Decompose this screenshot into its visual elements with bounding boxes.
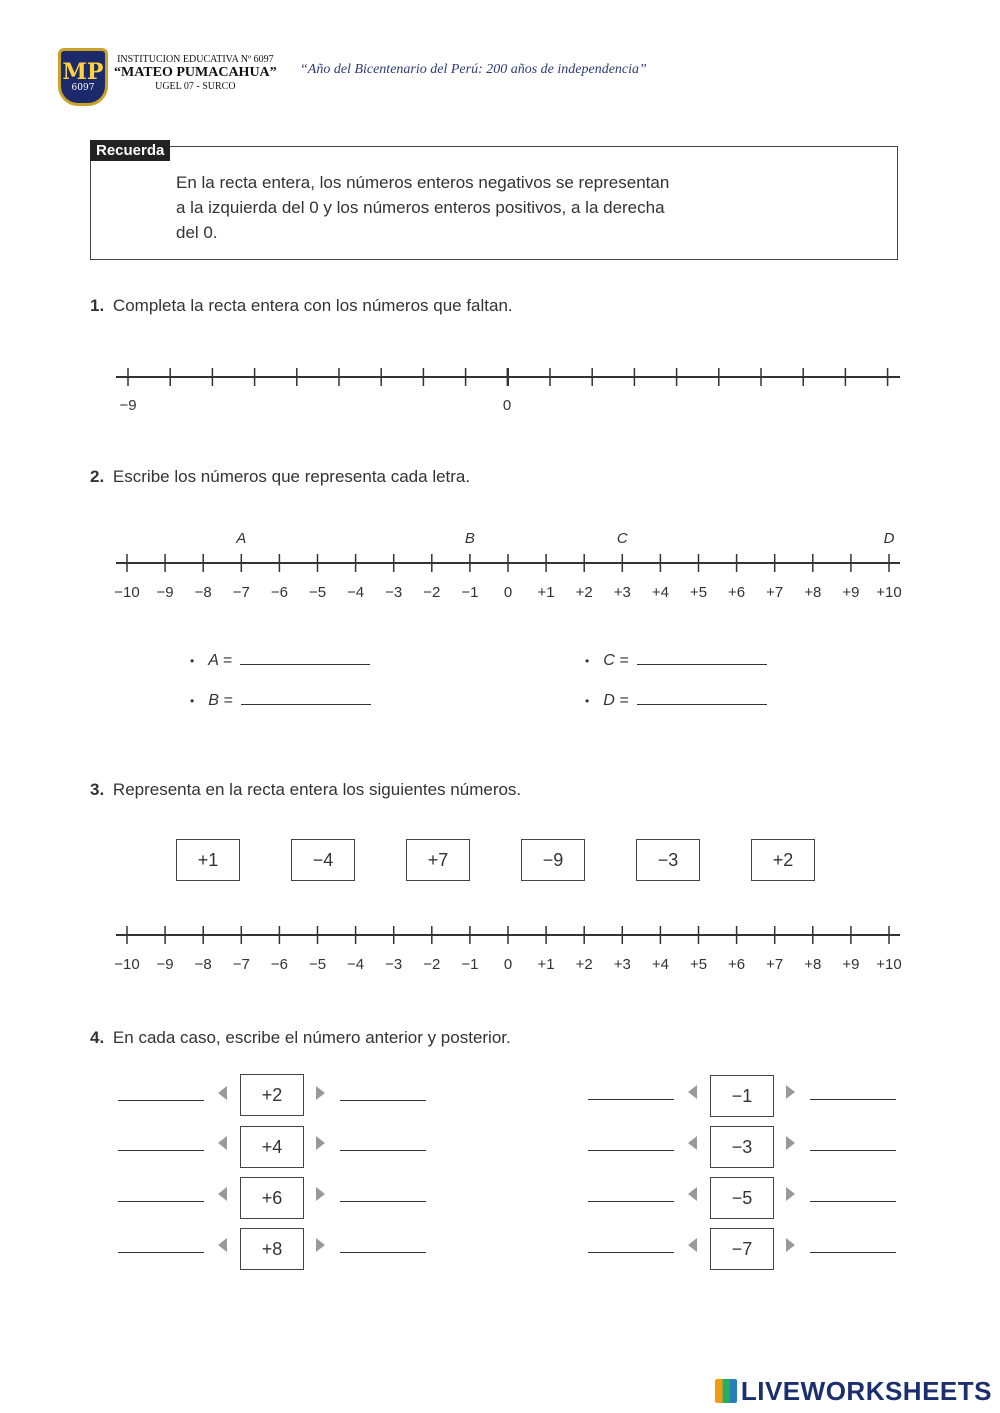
- answer-d-label: D =: [603, 692, 629, 709]
- tick-label: +6: [728, 956, 746, 973]
- next-input[interactable]: [340, 1150, 426, 1151]
- arrow-right-icon: [316, 1187, 325, 1201]
- arrow-right-icon: [786, 1238, 795, 1252]
- tick-label: −3: [385, 956, 403, 973]
- answer-a: [190, 650, 370, 670]
- answer-c-input[interactable]: [637, 650, 767, 665]
- value-box[interactable]: +2: [751, 839, 815, 881]
- tick-label: −6: [270, 956, 288, 973]
- answer-d: [585, 690, 767, 710]
- center-value: −5: [710, 1177, 774, 1219]
- tick-label: −9: [156, 956, 174, 973]
- center-value: +8: [240, 1228, 304, 1270]
- recuerda-label: Recuerda: [90, 140, 170, 161]
- tick-label: −7: [232, 584, 250, 601]
- next-input[interactable]: [810, 1150, 896, 1151]
- previous-input[interactable]: [588, 1099, 674, 1100]
- question-3-text: Representa en la recta entera los siguientes números.: [112, 780, 522, 799]
- previous-input[interactable]: [588, 1201, 674, 1202]
- letter-d-label: D: [883, 530, 895, 547]
- school-logo: [58, 48, 108, 106]
- question-3: [90, 780, 521, 800]
- center-value: −1: [710, 1075, 774, 1117]
- answer-d-input[interactable]: [637, 690, 767, 705]
- sequence-row: [0, 1126, 500, 1168]
- next-input[interactable]: [810, 1099, 896, 1100]
- arrow-right-icon: [786, 1085, 795, 1099]
- tick-label: −3: [385, 584, 403, 601]
- answer-b-label: B =: [208, 692, 233, 709]
- recuerda-line-1: En la recta entera, los números enteros negativos se representan: [176, 173, 670, 192]
- next-input[interactable]: [340, 1252, 426, 1253]
- next-input[interactable]: [340, 1201, 426, 1202]
- arrow-left-icon: [688, 1187, 697, 1201]
- previous-input[interactable]: [118, 1201, 204, 1202]
- value-box[interactable]: −9: [521, 839, 585, 881]
- question-4-number: 4.: [90, 1028, 105, 1047]
- tick-label: −10: [114, 956, 140, 973]
- arrow-right-icon: [316, 1086, 325, 1100]
- tick-label: +1: [537, 584, 555, 601]
- answer-b-input[interactable]: [241, 690, 371, 705]
- tick-label: −6: [270, 584, 288, 601]
- recuerda-line-2: a la izquierda del 0 y los números enteros positivos, a la derecha: [176, 198, 665, 217]
- tick-label: +8: [804, 584, 822, 601]
- arrow-left-icon: [688, 1238, 697, 1252]
- question-4: [90, 1028, 511, 1048]
- next-input[interactable]: [810, 1252, 896, 1253]
- tick-label: 0: [503, 956, 513, 973]
- tick-label: −8: [194, 584, 212, 601]
- sequence-row: [500, 1075, 1000, 1117]
- tick-label: +7: [766, 956, 784, 973]
- school-name-block: [114, 54, 277, 92]
- question-3-number: 3.: [90, 780, 105, 799]
- previous-input[interactable]: [118, 1150, 204, 1151]
- sequence-row: [500, 1126, 1000, 1168]
- answer-a-input[interactable]: [240, 650, 370, 665]
- answer-c-label: C =: [603, 652, 629, 669]
- tick-label: −4: [347, 584, 365, 601]
- sequence-row: [0, 1074, 500, 1116]
- tick-label: +10: [876, 584, 902, 601]
- arrow-right-icon: [786, 1187, 795, 1201]
- recuerda-line-3: del 0.: [176, 223, 218, 242]
- arrow-right-icon: [316, 1238, 325, 1252]
- tick-label: −1: [461, 956, 479, 973]
- question-1-text: Completa la recta entera con los números que faltan.: [112, 296, 513, 315]
- previous-input[interactable]: [588, 1252, 674, 1253]
- sequence-row: [500, 1177, 1000, 1219]
- tick-label: −5: [308, 584, 327, 601]
- question-2-text: Escribe los números que representa cada letra.: [112, 467, 471, 486]
- center-value: +2: [240, 1074, 304, 1116]
- brand-mark-icon: [715, 1379, 737, 1403]
- previous-input[interactable]: [588, 1150, 674, 1151]
- arrow-left-icon: [218, 1238, 227, 1252]
- school-line-3: UGEL 07 - SURCO: [155, 81, 236, 92]
- tick-label: −8: [194, 956, 212, 973]
- tick-label: +8: [804, 956, 822, 973]
- value-box[interactable]: +7: [406, 839, 470, 881]
- tick-label: −5: [308, 956, 327, 973]
- center-value: +4: [240, 1126, 304, 1168]
- year-motto: “Año del Bicentenario del Perú: 200 años de independencia”: [300, 62, 647, 77]
- liveworksheets-logo[interactable]: [715, 1376, 992, 1407]
- sequence-row: [500, 1228, 1000, 1270]
- tick-label: +9: [842, 584, 860, 601]
- tick-label: −4: [347, 956, 365, 973]
- value-box[interactable]: −4: [291, 839, 355, 881]
- arrow-right-icon: [786, 1136, 795, 1150]
- tick-label: −9: [156, 584, 174, 601]
- next-input[interactable]: [340, 1100, 426, 1101]
- brand-name: LIVEWORKSHEETS: [740, 1376, 992, 1406]
- tick-label: +3: [613, 956, 631, 973]
- logo-number: 6097: [71, 83, 95, 93]
- arrow-right-icon: [316, 1136, 325, 1150]
- number-line-1: [0, 355, 1000, 425]
- tick-label: +3: [613, 584, 631, 601]
- previous-input[interactable]: [118, 1252, 204, 1253]
- tick-label: +7: [766, 584, 784, 601]
- tick-label: +4: [651, 584, 669, 601]
- recuerda-text: [176, 170, 796, 245]
- nl1-label-zero: 0: [502, 397, 512, 414]
- logo-initials: MP: [62, 59, 104, 85]
- letter-c-label: C: [616, 530, 628, 547]
- arrow-left-icon: [218, 1136, 227, 1150]
- bullet: •: [585, 654, 590, 668]
- tick-label: −7: [232, 956, 250, 973]
- tick-label: +5: [689, 956, 708, 973]
- tick-label: +1: [537, 956, 555, 973]
- nl1-label-left: −9: [119, 397, 137, 414]
- tick-label: +2: [575, 584, 593, 601]
- question-2-number: 2.: [90, 467, 105, 486]
- tick-label: +2: [575, 956, 593, 973]
- question-2: [90, 467, 470, 487]
- bullet: •: [190, 694, 195, 708]
- center-value: −7: [710, 1228, 774, 1270]
- sequence-row: [0, 1177, 500, 1219]
- tick-label: +9: [842, 956, 860, 973]
- answer-c: [585, 650, 767, 670]
- tick-label: −1: [461, 584, 479, 601]
- center-value: −3: [710, 1126, 774, 1168]
- letter-b-label: B: [464, 530, 475, 547]
- arrow-left-icon: [218, 1086, 227, 1100]
- bullet: •: [585, 694, 590, 708]
- question-4-text: En cada caso, escribe el número anterior y posterior.: [112, 1028, 511, 1047]
- tick-label: +5: [689, 584, 708, 601]
- arrow-left-icon: [688, 1136, 697, 1150]
- arrow-left-icon: [688, 1085, 697, 1099]
- number-line-3: [0, 915, 1000, 980]
- tick-label: +6: [728, 584, 746, 601]
- school-line-1: INSTITUCION EDUCATIVA Nº 6097: [117, 54, 274, 65]
- school-line-2: “MATEO PUMACAHUA”: [114, 65, 277, 80]
- value-box[interactable]: −3: [636, 839, 700, 881]
- value-box[interactable]: +1: [176, 839, 240, 881]
- previous-input[interactable]: [118, 1100, 204, 1101]
- tick-label: +10: [876, 956, 902, 973]
- center-value: +6: [240, 1177, 304, 1219]
- tick-label: −10: [114, 584, 140, 601]
- answer-b: [190, 690, 371, 710]
- sequence-row: [0, 1228, 500, 1270]
- tick-label: +4: [651, 956, 669, 973]
- question-1-number: 1.: [90, 296, 105, 315]
- tick-label: 0: [503, 584, 513, 601]
- arrow-left-icon: [218, 1187, 227, 1201]
- answer-a-label: A =: [208, 652, 233, 669]
- tick-label: −2: [423, 584, 441, 601]
- next-input[interactable]: [810, 1201, 896, 1202]
- number-line-2: [0, 525, 1000, 610]
- letter-a-label: A: [236, 530, 247, 547]
- tick-label: −2: [423, 956, 441, 973]
- bullet: •: [190, 654, 195, 668]
- question-1: [90, 296, 513, 316]
